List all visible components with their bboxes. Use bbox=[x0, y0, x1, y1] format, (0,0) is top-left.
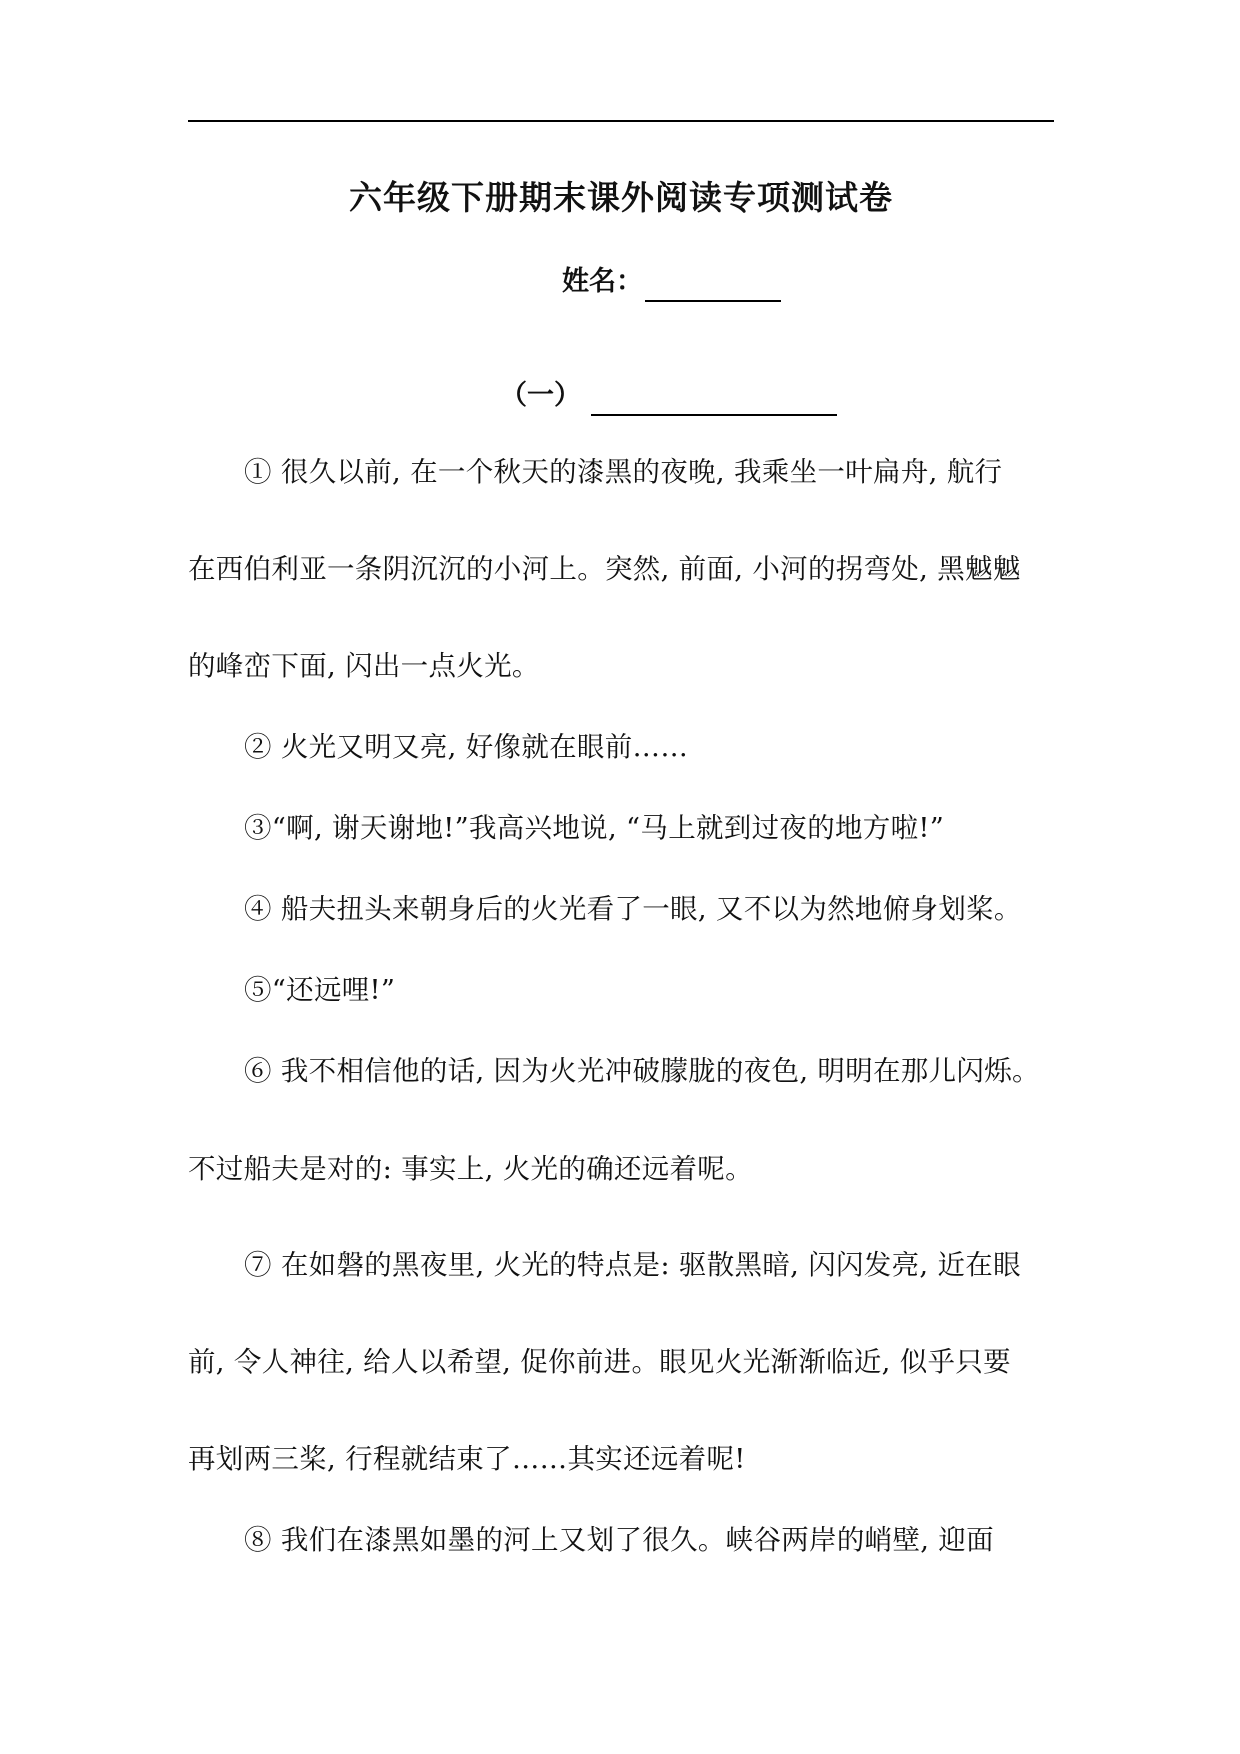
name-label: 姓名： bbox=[562, 266, 643, 297]
passage-line: 在西伯利亚一条阴沉沉的小河上。突然, 前面, 小河的拐弯处, 黑魆魆 bbox=[188, 553, 1021, 585]
passage-line: ④ 船夫扭头来朝身后的火光看了一眼, 又不以为然地俯身划桨。 bbox=[244, 893, 1022, 925]
passage-line: 前, 令人神往, 给人以希望, 促你前进。眼见火光渐渐临近, 似乎只要 bbox=[188, 1346, 1011, 1378]
passage-line: ① 很久以前, 在一个秋天的漆黑的夜晚, 我乘坐一叶扁舟, 航行 bbox=[244, 456, 1003, 488]
passage-line: ⑧ 我们在漆黑如墨的河上又划了很久。峡谷两岸的峭壁, 迎面 bbox=[244, 1524, 994, 1556]
passage-line: ③“啊, 谢天谢地!”我高兴地说, “马上就到过夜的地方啦!” bbox=[244, 812, 945, 844]
passage-line: 的峰峦下面, 闪出一点火光。 bbox=[188, 650, 540, 682]
section-label: （一） bbox=[500, 380, 581, 411]
header-rule bbox=[188, 120, 1054, 122]
passage-line: ② 火光又明又亮, 好像就在眼前…… bbox=[244, 731, 689, 763]
passage-line: ⑤“还远哩!” bbox=[244, 974, 396, 1006]
passage-line: ⑦ 在如磐的黑夜里, 火光的特点是: 驱散黑暗, 闪闪发亮, 近在眼 bbox=[244, 1249, 1021, 1281]
passage-line: 不过船夫是对的: 事实上, 火光的确还远着呢。 bbox=[188, 1153, 753, 1185]
name-field bbox=[562, 262, 781, 302]
page-title: 六年级下册期末课外阅读专项测试卷 bbox=[349, 178, 893, 217]
section-title-blank[interactable] bbox=[591, 384, 837, 416]
name-blank[interactable] bbox=[645, 272, 781, 302]
section-heading bbox=[500, 376, 837, 416]
passage-line: ⑥ 我不相信他的话, 因为火光冲破朦胧的夜色, 明明在那儿闪烁。 bbox=[244, 1055, 1040, 1087]
passage-line: 再划两三桨, 行程就结束了……其实还远着呢! bbox=[188, 1443, 746, 1475]
